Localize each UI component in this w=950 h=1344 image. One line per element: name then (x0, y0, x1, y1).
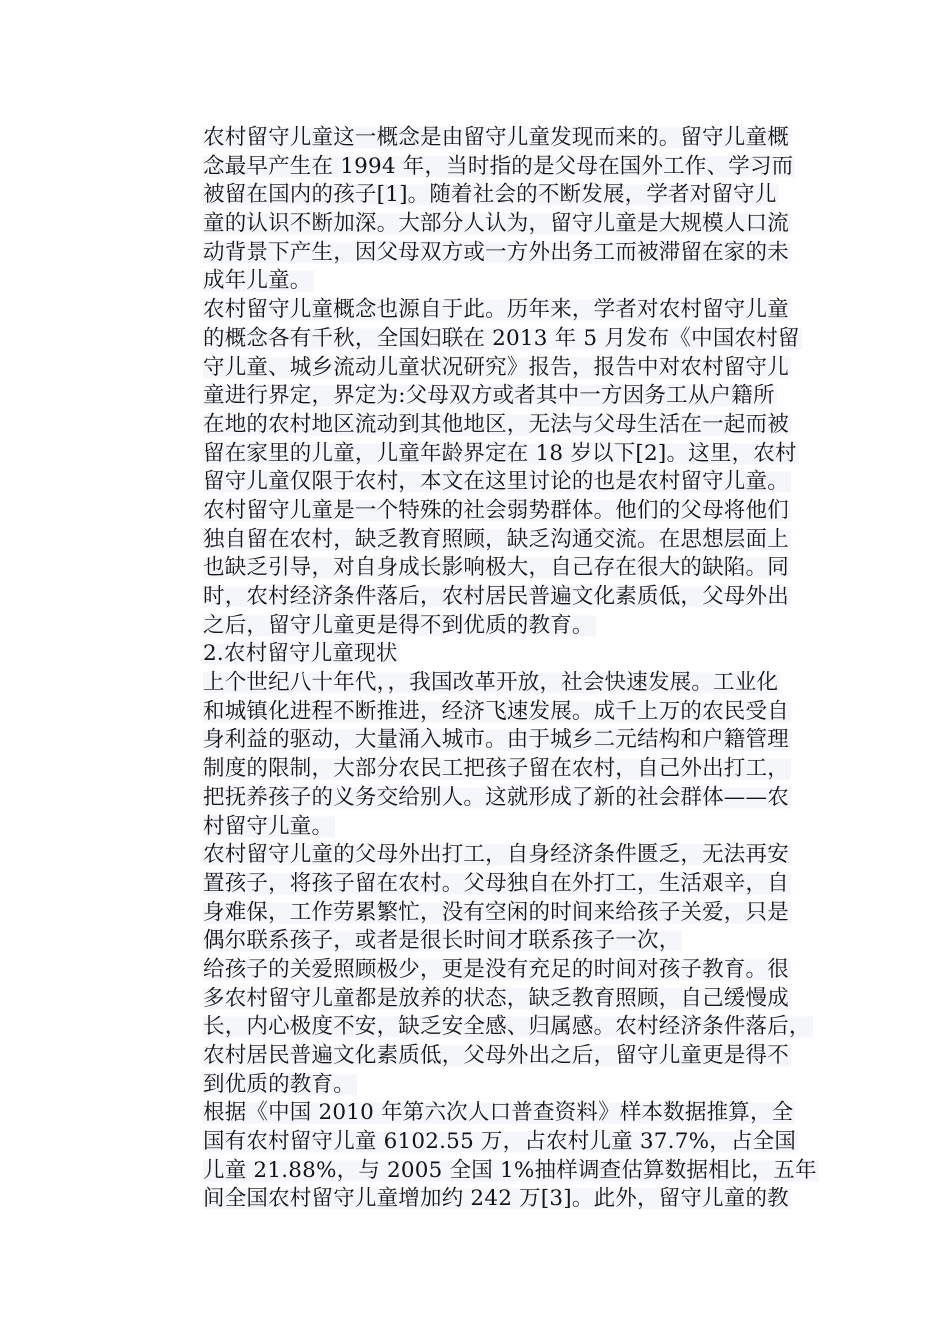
text-line-content: 在地的农村地区流动到其他地区，无法与父母生活在一起而被 (203, 411, 789, 437)
text-line-content: 制度的限制，大部分农民工把孩子留在农村，自己外出打工， (203, 756, 789, 782)
text-line-content: 儿童 21.88%，与 2005 全国 1%抽样调查估算数据相比，五年 (203, 1157, 817, 1183)
text-line-content: 国有农村留守儿童 6102.55 万，占农村儿童 37.7%，占全国 (203, 1129, 797, 1155)
text-line (203, 1185, 813, 1214)
text-line (203, 497, 813, 526)
text-line-content: 也缺乏引导，对自身成长影响极大，自己存在很大的缺陷。同 (203, 555, 789, 581)
text-line (203, 411, 813, 440)
text-line-content: 念最早产生在 1994 年，当时指的是父母在国外工作、学习而 (203, 153, 794, 179)
text-line-content: 农村留守儿童概念也源自于此。历年来，学者对农村留守儿童 (203, 297, 789, 323)
text-line (203, 382, 813, 411)
text-line (203, 698, 813, 727)
text-line (203, 813, 813, 842)
text-line-content: 根据《中国 2010 年第六次人口普查资料》样本数据推算，全 (203, 1100, 794, 1126)
text-line-content: 和城镇化进程不断推进，经济飞速发展。成千上万的农民受自 (203, 698, 789, 724)
text-line (203, 1128, 813, 1157)
text-line-content: 多农村留守儿童都是放养的状态，缺乏教育照顾，自己缓慢成 (203, 985, 789, 1011)
text-line-content: 身利益的驱动，大量涌入城市。由于城乡二元结构和户籍管理 (203, 727, 789, 753)
text-line-content: 时，农村经济条件落后，农村居民普遍文化素质低，父母外出 (203, 584, 789, 609)
text-line (203, 267, 813, 296)
text-line-content: 守儿童、城乡流动儿童状况研究》报告，报告中对农村留守儿 (203, 354, 789, 380)
text-line (203, 153, 813, 182)
text-line (203, 669, 813, 698)
text-line (203, 1157, 817, 1186)
text-line (203, 1071, 813, 1100)
text-line (203, 841, 813, 870)
text-line-content: 身难保，工作劳累繁忙，没有空闲的时间来给孩子关爱，只是 (203, 899, 789, 925)
text-line-content: 童进行界定，界定为:父母双方或者其中一方因务工从户籍所 (203, 383, 775, 409)
text-line-content: 独自留在农村，缺乏教育照顾，缺乏沟通交流。在思想层面上 (203, 526, 789, 552)
text-line (203, 784, 813, 813)
text-line-content: 农村居民普遍文化素质低，父母外出之后，留守儿童更是得不 (203, 1043, 789, 1068)
text-line-content: 农村留守儿童的父母外出打工，自身经济条件匮乏，无法再安 (203, 842, 789, 868)
text-line-content: 农村留守儿童这一概念是由留守儿童发现而来的。留守儿童概 (203, 125, 789, 150)
text-line-content: 童的认识不断加深。大部分人认为，留守儿童是大规模人口流 (203, 211, 789, 237)
text-line-content: 成年儿童。 (203, 268, 312, 294)
text-line-content: 长，内心极度不安，缺乏安全感、归属感。农村经济条件落后， (203, 1014, 811, 1040)
text-line (203, 468, 813, 497)
text-line (203, 354, 813, 383)
text-line-content: 动背景下产生，因父母双方或一方外出务工而被滞留在家的未 (203, 239, 789, 265)
text-line-content: 间全国农村留守儿童增加约 242 万[3]。此外，留守儿童的教 (203, 1186, 789, 1212)
text-line (203, 956, 813, 985)
text-line-content: 把抚养孩子的义务交给别人。这就形成了新的社会群体——农 (203, 784, 789, 810)
text-line (203, 239, 813, 268)
text-line-content: 偶尔联系孩子，或者是很长时间才联系孩子一次， (203, 928, 681, 954)
text-line-content: 被留在国内的孩子[1]。随着社会的不断发展，学者对留守儿 (203, 182, 777, 208)
text-line (203, 296, 813, 325)
document-body (203, 124, 817, 1214)
text-line (203, 583, 813, 612)
text-line (203, 554, 813, 583)
text-line (203, 124, 813, 153)
text-line (203, 1042, 813, 1071)
text-line (203, 927, 813, 956)
text-line-content: 置孩子，将孩子留在农村。父母独自在外打工，生活艰辛，自 (203, 870, 789, 896)
text-line (203, 985, 813, 1014)
text-line (203, 440, 813, 469)
text-line-content: 留在家里的儿童，儿童年龄界定在 18 岁以下[2]。这里，农村 (203, 440, 797, 466)
text-line (203, 755, 813, 784)
text-line (203, 526, 813, 555)
text-line (203, 612, 813, 641)
text-line-content: 上个世纪八十年代，，我国改革开放，社会快速发展。工业化 (203, 670, 779, 696)
text-line (203, 325, 813, 354)
text-line-content: 村留守儿童。 (203, 813, 334, 839)
text-line (203, 870, 813, 899)
text-line (203, 726, 813, 755)
section-heading-text: 2.农村留守儿童现状 (203, 641, 398, 667)
text-line (203, 1013, 813, 1042)
text-line (203, 1099, 813, 1128)
text-line-content: 农村留守儿童是一个特殊的社会弱势群体。他们的父母将他们 (203, 497, 789, 523)
text-line (203, 210, 813, 239)
text-line (203, 181, 813, 210)
text-line-content: 留守儿童仅限于农村，本文在这里讨论的也是农村留守儿童。 (203, 469, 789, 495)
text-line-content: 到优质的教育。 (203, 1071, 355, 1097)
text-line-content: 之后，留守儿童更是得不到优质的教育。 (203, 612, 594, 638)
text-line-content: 给孩子的关爱照顾极少，更是没有充足的时间对孩子教育。很 (203, 956, 789, 982)
section-heading (203, 640, 813, 669)
text-line (203, 899, 813, 928)
text-line-content: 的概念各有千秋，全国妇联在 2013 年 5 月发布《中国农村留 (203, 325, 800, 351)
